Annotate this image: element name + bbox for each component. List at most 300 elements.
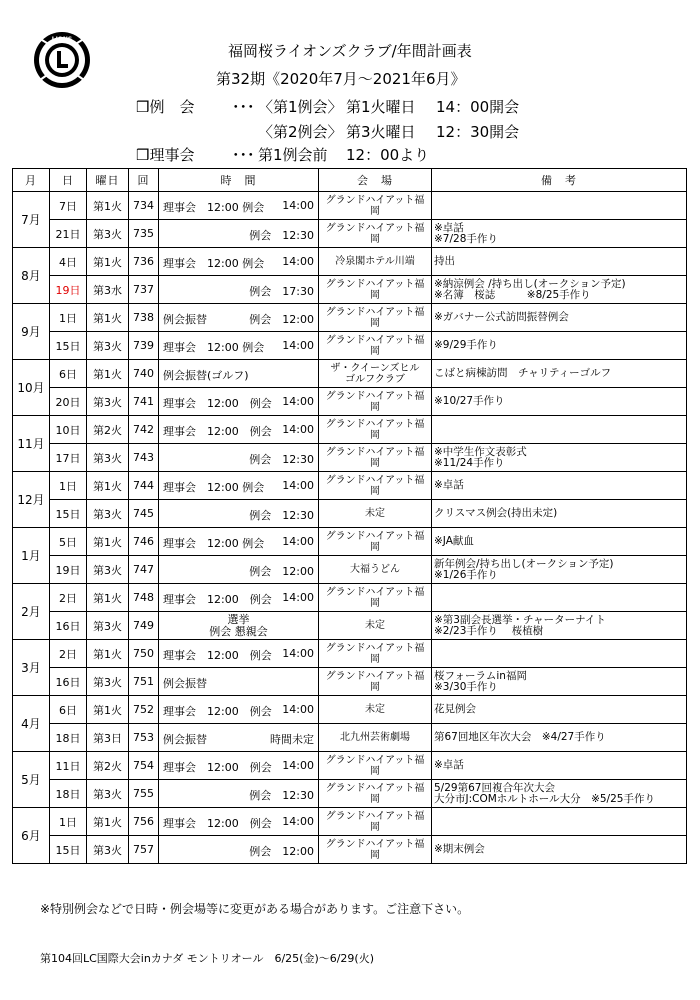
time-cell: [159, 416, 319, 444]
venue-cell: [319, 276, 432, 304]
meeting-number-cell: 748: [129, 584, 159, 612]
time-left-text: 理事会 12:00 例会: [163, 649, 272, 662]
table-row: [13, 528, 687, 556]
venue-line: 大福うどん: [350, 564, 400, 575]
venue-cell: [319, 388, 432, 416]
venue-cell: [319, 332, 432, 360]
meeting-label: ❒例 会: [136, 98, 195, 116]
lions-logo: [32, 30, 92, 90]
notes-cell: [432, 416, 687, 444]
venue-line: 冷泉閣ホテル川端: [335, 256, 415, 267]
venue-cell: [319, 724, 432, 752]
time-cell: [159, 500, 319, 528]
weekday-cell: 第1火: [87, 472, 129, 500]
day-cell: 1日: [50, 472, 87, 500]
note-line: ※名簿 桜誌 ※8/25手作り: [434, 288, 591, 301]
weekday-cell: 第3火: [87, 388, 129, 416]
month-cell: 2月: [13, 584, 50, 640]
venue-line: 未定: [365, 508, 385, 519]
time-cell: [159, 668, 319, 696]
table-row: [13, 220, 687, 248]
note-line: ※第3副会長選挙・チャーターナイト: [434, 613, 606, 626]
venue-line: グランドハイアット福: [325, 530, 425, 542]
note-line: 花見例会: [434, 703, 476, 715]
weekday-cell: 第2火: [87, 752, 129, 780]
venue-line: グランドハイアット福: [325, 782, 425, 794]
note-line: ※ガバナー公式訪問振替例会: [434, 311, 569, 323]
venue-cell: [319, 416, 432, 444]
time-cell: [159, 780, 319, 808]
time-left-text: 例会振替: [163, 733, 207, 746]
day-cell: 2日: [50, 640, 87, 668]
venue-cell: [319, 780, 432, 808]
time-left-text: 理事会 12:00 例会: [163, 817, 272, 830]
venue-cell: [319, 556, 432, 584]
meeting-number-cell: 737: [129, 276, 159, 304]
meeting-day-2: 第3火曜日: [346, 123, 416, 141]
meeting-number-cell: 749: [129, 612, 159, 640]
venue-line: 岡: [370, 457, 380, 469]
time-right-text: 14:00: [282, 395, 314, 408]
table-header-row: [13, 169, 687, 192]
time-left-text: 例会振替: [163, 313, 207, 326]
venue-cell: [319, 584, 432, 612]
weekday-cell: 第1火: [87, 696, 129, 724]
day-cell: 2日: [50, 584, 87, 612]
day-cell: 6日: [50, 360, 87, 388]
time-cell: [159, 808, 319, 836]
month-cell: 7月: [13, 192, 50, 248]
time-cell: [159, 528, 319, 556]
time-right-text: 例会 12:00: [249, 845, 314, 858]
table-row: [13, 472, 687, 500]
note-line: クリスマス例会(持出未定): [434, 507, 558, 519]
note-line: こばと病棟訪問 チャリティーゴルフ: [434, 367, 612, 379]
table-row: [13, 276, 687, 304]
venue-line: 岡: [370, 597, 380, 609]
venue-line: ゴルフクラブ: [345, 373, 405, 385]
day-cell: 7日: [50, 192, 87, 220]
day-cell: 17日: [50, 444, 87, 472]
venue-cell: [319, 444, 432, 472]
venue-cell: [319, 640, 432, 668]
notes-cell: [432, 780, 687, 808]
meeting-number-cell: 743: [129, 444, 159, 472]
time-cell: [159, 836, 319, 864]
venue-line: グランドハイアット福: [325, 474, 425, 486]
notes-cell: [432, 556, 687, 584]
venue-line: グランドハイアット福: [325, 754, 425, 766]
note-line: ※3/30手作り: [434, 680, 498, 693]
table-row: [13, 808, 687, 836]
day-cell: 19日: [50, 556, 87, 584]
table-row: [13, 836, 687, 864]
notes-cell: [432, 472, 687, 500]
meeting-number-cell: 750: [129, 640, 159, 668]
meeting-number-cell: 757: [129, 836, 159, 864]
weekday-cell: 第3日: [87, 724, 129, 752]
month-cell: 4月: [13, 696, 50, 752]
meeting-number-cell: 734: [129, 192, 159, 220]
time-left-text: 理事会 12:00 例会: [163, 537, 265, 550]
time-right-text: 例会 12:30: [249, 509, 314, 522]
table-row: [13, 248, 687, 276]
board-time: 12：00より: [346, 146, 430, 164]
board-desc: 第1例会前: [258, 146, 328, 164]
weekday-cell: 第1火: [87, 640, 129, 668]
table-row: [13, 388, 687, 416]
venue-cell: [319, 248, 432, 276]
time-cell: [159, 696, 319, 724]
time-left-text: 例会振替(ゴルフ): [163, 369, 249, 382]
time-right-text: 例会 12:00: [249, 313, 314, 326]
venue-line: グランドハイアット福: [325, 418, 425, 430]
notes-cell: [432, 360, 687, 388]
note-line: ※11/24手作り: [434, 456, 505, 469]
meeting-day-1: 第1火曜日: [346, 98, 416, 116]
notes-cell: [432, 696, 687, 724]
venue-line: 岡: [370, 793, 380, 805]
notes-cell: [432, 668, 687, 696]
time-left-text: 理事会 12:00 例会: [163, 257, 265, 270]
time-left-text: 理事会 12:00 例会: [163, 705, 272, 718]
venue-line: 岡: [370, 653, 380, 665]
weekday-cell: 第1火: [87, 528, 129, 556]
table-row: [13, 696, 687, 724]
venue-line: 岡: [370, 821, 380, 833]
day-cell: 19日: [50, 276, 87, 304]
time-right-text: 14:00: [282, 535, 314, 548]
note-line: 第67回地区年次大会 ※4/27手作り: [434, 731, 606, 743]
time-right-text: 例会 12:00: [249, 565, 314, 578]
venue-line: 北九州芸術劇場: [340, 732, 410, 743]
day-cell: 20日: [50, 388, 87, 416]
time-left-text: 理事会 12:00 例会: [163, 593, 272, 606]
time-cell: [159, 556, 319, 584]
venue-line: グランドハイアット福: [325, 278, 425, 290]
note-line: ※9/29手作り: [434, 339, 498, 351]
day-cell: 1日: [50, 304, 87, 332]
time-center-text: 選挙: [227, 612, 250, 626]
time-cell: [159, 220, 319, 248]
day-cell: 15日: [50, 836, 87, 864]
venue-line: グランドハイアット福: [325, 306, 425, 318]
venue-line: グランドハイアット福: [325, 838, 425, 850]
month-cell: 5月: [13, 752, 50, 808]
venue-cell: [319, 696, 432, 724]
time-cell: [159, 360, 319, 388]
weekday-cell: 第2火: [87, 416, 129, 444]
note-line: ※中学生作文表彰式: [434, 445, 527, 458]
table-row: [13, 192, 687, 220]
venue-line: 岡: [370, 849, 380, 861]
meeting-time-2: 12：30開会: [436, 123, 520, 141]
table-row: [13, 556, 687, 584]
time-right-text: 14:00: [282, 423, 314, 436]
footer-convention: 第104回LC国際大会inカナダ モントリオール 6/25(金)～6/29(火): [40, 952, 375, 965]
table-row: [13, 304, 687, 332]
month-cell: 12月: [13, 472, 50, 528]
table-row: [13, 752, 687, 780]
weekday-cell: 第3火: [87, 332, 129, 360]
month-cell: 10月: [13, 360, 50, 416]
meeting-number-cell: 756: [129, 808, 159, 836]
notes-cell: [432, 388, 687, 416]
time-cell: [159, 584, 319, 612]
notes-cell: [432, 220, 687, 248]
venue-cell: [319, 752, 432, 780]
day-cell: 10日: [50, 416, 87, 444]
table-row: [13, 584, 687, 612]
time-left-text: 理事会 12:00 例会: [163, 425, 272, 438]
day-cell: 16日: [50, 612, 87, 640]
meeting-number-cell: 745: [129, 500, 159, 528]
weekday-cell: 第3火: [87, 836, 129, 864]
time-right-text: 14:00: [282, 479, 314, 492]
weekday-cell: 第1火: [87, 584, 129, 612]
time-cell: [159, 444, 319, 472]
weekday-cell: 第1火: [87, 248, 129, 276]
venue-cell: [319, 528, 432, 556]
time-right-text: 14:00: [282, 759, 314, 772]
board-dots: ･･･: [232, 146, 255, 164]
month-cell: 1月: [13, 528, 50, 584]
venue-line: 岡: [370, 541, 380, 553]
month-cell: 6月: [13, 808, 50, 864]
meeting-number-cell: 744: [129, 472, 159, 500]
col-header-number: 回: [129, 169, 159, 192]
col-header-weekday: 曜日: [87, 169, 129, 192]
venue-line: グランドハイアット福: [325, 670, 425, 682]
notes-cell: [432, 304, 687, 332]
time-cell: [159, 192, 319, 220]
note-line: ※期末例会: [434, 843, 485, 855]
notes-cell: [432, 500, 687, 528]
col-header-notes: 備 考: [432, 169, 687, 192]
month-cell: 8月: [13, 248, 50, 304]
meeting-number-cell: 753: [129, 724, 159, 752]
note-line: ※2/23手作り 桜植樹: [434, 624, 544, 637]
board-label: ❒理事会: [136, 146, 195, 164]
venue-line: 岡: [370, 233, 380, 245]
venue-cell: [319, 612, 432, 640]
meeting-time-1: 14：00開会: [436, 98, 520, 116]
month-cell: 9月: [13, 304, 50, 360]
col-header-day: 日: [50, 169, 87, 192]
venue-cell: [319, 360, 432, 388]
table-row: [13, 332, 687, 360]
meeting-number-cell: 740: [129, 360, 159, 388]
note-line: ※7/28手作り: [434, 232, 498, 245]
note-line: 持出: [434, 255, 455, 267]
time-right-text: 14:00: [282, 255, 314, 268]
note-line: 5/29第67回複合年次大会: [434, 781, 555, 794]
venue-line: 岡: [370, 681, 380, 693]
time-cell: [159, 388, 319, 416]
venue-cell: [319, 808, 432, 836]
weekday-cell: 第1火: [87, 360, 129, 388]
meeting-number-cell: 735: [129, 220, 159, 248]
time-right-text: 例会 12:30: [249, 453, 314, 466]
month-cell: 3月: [13, 640, 50, 696]
notes-cell: [432, 724, 687, 752]
note-line: 桜フォーラムin福岡: [434, 669, 527, 682]
time-cell: [159, 752, 319, 780]
day-cell: 15日: [50, 332, 87, 360]
time-left-text: 理事会 12:00 例会: [163, 397, 272, 410]
meeting-sub-1: 〈第1例会〉: [258, 98, 343, 116]
notes-cell: [432, 612, 687, 640]
time-cell: [159, 248, 319, 276]
document-title: 福岡桜ライオンズクラブ/年間計画表: [228, 42, 472, 60]
venue-cell: [319, 220, 432, 248]
note-line: ※卓話: [434, 759, 464, 771]
time-left-text: 理事会 12:00 例会: [163, 201, 265, 214]
notes-cell: [432, 444, 687, 472]
time-cell: [159, 724, 319, 752]
note-line: ※10/27手作り: [434, 395, 505, 407]
meeting-number-cell: 742: [129, 416, 159, 444]
note-line: ※納涼例会 /持ち出し(オークション予定): [434, 277, 626, 290]
time-right-text: 14:00: [282, 703, 314, 716]
meeting-number-cell: 751: [129, 668, 159, 696]
table-row: [13, 416, 687, 444]
day-cell: 18日: [50, 780, 87, 808]
time-right-text: 例会 12:30: [249, 789, 314, 802]
meeting-number-cell: 755: [129, 780, 159, 808]
notes-cell: [432, 808, 687, 836]
table-row: [13, 780, 687, 808]
venue-line: 岡: [370, 485, 380, 497]
venue-line: グランドハイアット福: [325, 334, 425, 346]
meeting-dots: ･･･: [232, 98, 255, 116]
day-cell: 4日: [50, 248, 87, 276]
meeting-number-cell: 747: [129, 556, 159, 584]
table-row: [13, 724, 687, 752]
note-line: 大分市J:COMホルトホール大分 ※5/25手作り: [434, 792, 655, 805]
day-cell: 21日: [50, 220, 87, 248]
weekday-cell: 第1火: [87, 808, 129, 836]
venue-line: 未定: [365, 620, 385, 631]
venue-line: グランドハイアット福: [325, 586, 425, 598]
table-row: [13, 668, 687, 696]
svg-text:LIONS: LIONS: [51, 36, 73, 43]
meeting-number-cell: 746: [129, 528, 159, 556]
venue-cell: [319, 472, 432, 500]
weekday-cell: 第3火: [87, 556, 129, 584]
notes-cell: [432, 248, 687, 276]
meeting-number-cell: 739: [129, 332, 159, 360]
venue-line: 岡: [370, 345, 380, 357]
notes-cell: [432, 528, 687, 556]
time-right-text: 14:00: [282, 199, 314, 212]
weekday-cell: 第3火: [87, 220, 129, 248]
day-cell: 11日: [50, 752, 87, 780]
venue-line: グランドハイアット福: [325, 390, 425, 402]
meeting-number-cell: 738: [129, 304, 159, 332]
time-right-text: 例会 12:30: [249, 229, 314, 242]
weekday-cell: 第3火: [87, 444, 129, 472]
note-line: 新年例会/持ち出し(オークション予定): [434, 557, 614, 570]
weekday-cell: 第1火: [87, 304, 129, 332]
table-row: [13, 500, 687, 528]
venue-cell: [319, 668, 432, 696]
table-row: [13, 360, 687, 388]
notes-cell: [432, 332, 687, 360]
time-center-text: 例会 懇親会: [209, 624, 268, 638]
weekday-cell: 第1火: [87, 192, 129, 220]
day-cell: 1日: [50, 808, 87, 836]
notes-cell: [432, 192, 687, 220]
notes-cell: [432, 276, 687, 304]
notes-cell: [432, 752, 687, 780]
notes-cell: [432, 584, 687, 612]
meeting-number-cell: 741: [129, 388, 159, 416]
time-left-text: 理事会 12:00 例会: [163, 341, 265, 354]
time-left-text: 理事会 12:00 例会: [163, 481, 265, 494]
time-left-text: 例会振替: [163, 677, 207, 690]
time-left-text: 理事会 12:00 例会: [163, 761, 272, 774]
meeting-sub-2: 〈第2例会〉: [258, 123, 343, 141]
venue-line: グランドハイアット福: [325, 194, 425, 206]
time-cell: [159, 472, 319, 500]
time-cell: [159, 276, 319, 304]
month-cell: 11月: [13, 416, 50, 472]
time-cell: [159, 304, 319, 332]
venue-line: 岡: [370, 765, 380, 777]
venue-cell: [319, 500, 432, 528]
col-header-venue: 会 場: [319, 169, 432, 192]
time-right-text: 時間未定: [270, 733, 314, 746]
col-header-month: 月: [13, 169, 50, 192]
document-period: 第32期《2020年7月～2021年6月》: [216, 70, 466, 88]
time-right-text: 14:00: [282, 339, 314, 352]
time-right-text: 14:00: [282, 591, 314, 604]
time-right-text: 例会 17:30: [249, 285, 314, 298]
note-line: ※1/26手作り: [434, 568, 498, 581]
venue-line: 未定: [365, 704, 385, 715]
venue-line: 岡: [370, 289, 380, 301]
weekday-cell: 第3水: [87, 276, 129, 304]
note-line: ※JA献血: [434, 535, 474, 547]
weekday-cell: 第3火: [87, 780, 129, 808]
col-header-time: 時 間: [159, 169, 319, 192]
footer-note: ※特別例会などで日時・例会場等に変更がある場合があります。ご注意下さい。: [40, 902, 470, 916]
venue-line: ザ・クイーンズヒル: [330, 362, 420, 374]
day-cell: 5日: [50, 528, 87, 556]
day-cell: 6日: [50, 696, 87, 724]
note-line: ※卓話: [434, 221, 464, 234]
notes-cell: [432, 640, 687, 668]
venue-line: 岡: [370, 205, 380, 217]
weekday-cell: 第3火: [87, 612, 129, 640]
time-right-text: 14:00: [282, 815, 314, 828]
venue-line: 岡: [370, 317, 380, 329]
table-row: [13, 640, 687, 668]
venue-line: 岡: [370, 429, 380, 441]
schedule-table: [12, 168, 687, 864]
venue-line: グランドハイアット福: [325, 222, 425, 234]
time-cell: [159, 332, 319, 360]
venue-line: グランドハイアット福: [325, 642, 425, 654]
venue-cell: [319, 304, 432, 332]
venue-line: グランドハイアット福: [325, 446, 425, 458]
meeting-number-cell: 754: [129, 752, 159, 780]
meeting-number-cell: 752: [129, 696, 159, 724]
time-right-text: 14:00: [282, 647, 314, 660]
venue-cell: [319, 836, 432, 864]
weekday-cell: 第3火: [87, 500, 129, 528]
